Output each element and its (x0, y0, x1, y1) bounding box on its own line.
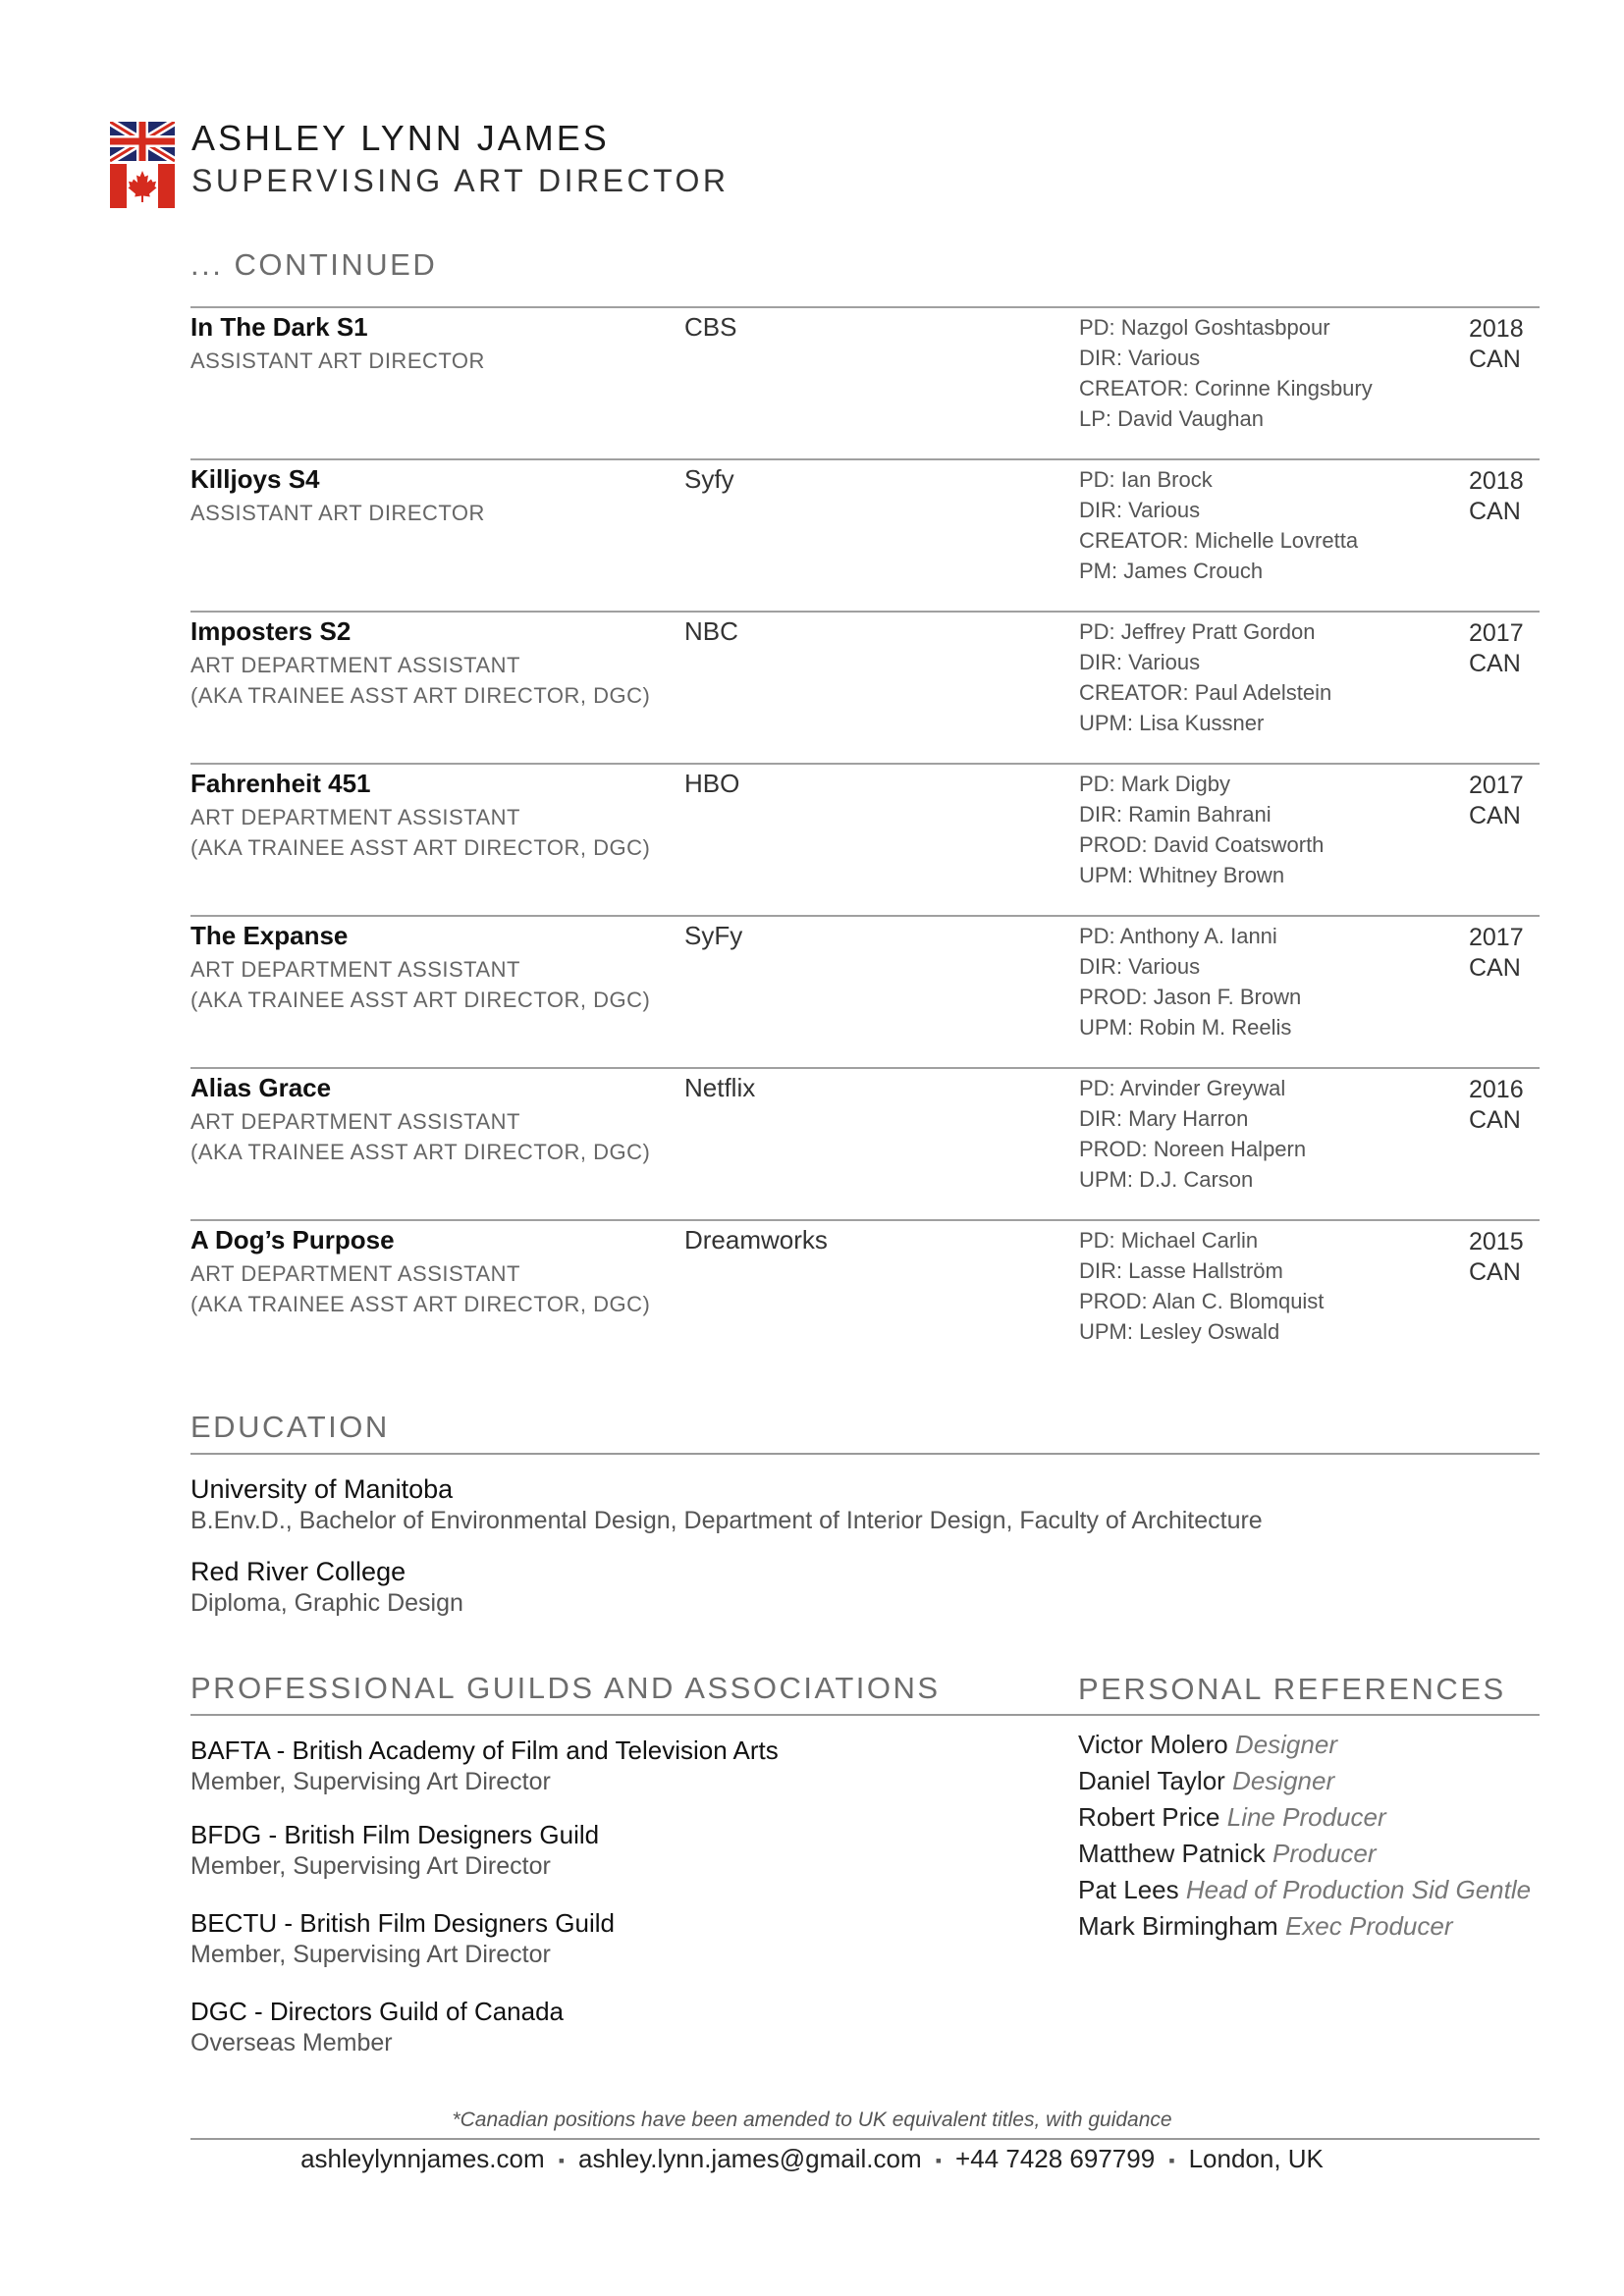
references-heading: PERSONAL REFERENCES (1078, 1672, 1506, 1706)
crew-line: CREATOR: Paul Adelstein (1079, 680, 1332, 705)
crew-list (1079, 464, 1358, 586)
reference-item (1078, 1872, 1531, 1908)
canada-flag-icon (110, 164, 175, 208)
crew-line: UPM: Lesley Oswald (1079, 1319, 1280, 1344)
production-title: Fahrenheit 451 (190, 769, 371, 798)
credit-year: 2015 (1469, 1228, 1524, 1255)
reference-role: Producer (1272, 1839, 1377, 1868)
education-item (190, 1557, 463, 1618)
crew-line: PROD: Alan C. Blomquist (1079, 1289, 1325, 1313)
role-line: ART DEPARTMENT ASSISTANT (190, 805, 520, 829)
role-line: (AKA TRAINEE ASST ART DIRECTOR, DGC) (190, 835, 651, 860)
education-item (190, 1474, 1263, 1535)
guild-membership: Overseas Member (190, 2029, 393, 2056)
credit-role (190, 802, 650, 863)
crew-line: LP: David Vaughan (1079, 406, 1264, 431)
role-line: ART DEPARTMENT ASSISTANT (190, 1261, 520, 1286)
year-country (1469, 466, 1524, 527)
reference-name: Daniel Taylor (1078, 1766, 1225, 1795)
credit-country: CAN (1469, 1106, 1521, 1134)
guilds-heading: PROFESSIONAL GUILDS AND ASSOCIATIONS (190, 1671, 941, 1705)
credit-year: 2017 (1469, 772, 1524, 799)
guild-name: BAFTA - British Academy of Film and Television Arts (190, 1735, 779, 1765)
reference-role: Line Producer (1226, 1802, 1386, 1832)
crew-line: DIR: Lasse Hallström (1079, 1258, 1283, 1283)
degree-description: B.Env.D., Bachelor of Environmental Design, Department of Interior Design, Faculty of Architecture (190, 1507, 1263, 1534)
production-title: Alias Grace (190, 1073, 332, 1102)
role-line: (AKA TRAINEE ASST ART DIRECTOR, DGC) (190, 1292, 651, 1316)
crew-line: DIR: Various (1079, 650, 1201, 674)
credit-row (190, 458, 1540, 611)
credit-year: 2018 (1469, 315, 1524, 343)
crew-line: PROD: Noreen Halpern (1079, 1137, 1307, 1161)
crew-list (1079, 1073, 1306, 1195)
credit-year: 2016 (1469, 1076, 1524, 1103)
separator-icon: ▪ (1168, 2150, 1175, 2170)
reference-item (1078, 1908, 1531, 1945)
reference-item (1078, 1763, 1531, 1799)
reference-name: Mark Birmingham (1078, 1911, 1278, 1941)
credit-row (190, 1219, 1540, 1371)
separator-icon: ▪ (558, 2150, 566, 2170)
crew-line: UPM: D.J. Carson (1079, 1167, 1254, 1192)
network-name: CBS (684, 312, 737, 342)
year-country (1469, 314, 1524, 375)
guild-membership: Member, Supervising Art Director (190, 1852, 551, 1880)
production-title: The Expanse (190, 921, 349, 950)
network-name: NBC (684, 616, 738, 646)
credit-row (190, 611, 1540, 763)
crew-line: UPM: Robin M. Reelis (1079, 1015, 1292, 1040)
references-list (1078, 1727, 1531, 1945)
credit-role (190, 346, 485, 376)
school-name: Red River College (190, 1557, 406, 1586)
crew-list (1079, 921, 1301, 1042)
crew-line: DIR: Various (1079, 954, 1201, 979)
reference-name: Pat Lees (1078, 1875, 1179, 1904)
reference-item (1078, 1836, 1531, 1872)
credit-role (190, 954, 650, 1015)
guild-name: DGC - Directors Guild of Canada (190, 1997, 565, 2026)
role-line: (AKA TRAINEE ASST ART DIRECTOR, DGC) (190, 988, 651, 1012)
year-country (1469, 771, 1524, 831)
guild-item (190, 1997, 564, 2057)
year-country (1469, 1075, 1524, 1136)
person-name: ASHLEY LYNN JAMES (191, 118, 610, 158)
network-name: Syfy (684, 464, 734, 494)
reference-role: Designer (1234, 1730, 1337, 1759)
footnote: *Canadian positions have been amended to UK equivalent titles, with guidance (452, 2109, 1172, 2131)
crew-list (1079, 769, 1324, 890)
credit-country: CAN (1469, 802, 1521, 829)
role-line: ART DEPARTMENT ASSISTANT (190, 653, 520, 677)
union-jack-flag-icon (110, 122, 175, 161)
degree-description: Diploma, Graphic Design (190, 1589, 463, 1617)
credit-row (190, 915, 1540, 1067)
network-name: Dreamworks (684, 1225, 828, 1255)
reference-item (1078, 1727, 1531, 1763)
role-line: ART DEPARTMENT ASSISTANT (190, 957, 520, 982)
footer-divider (190, 2138, 1540, 2140)
credit-year: 2017 (1469, 924, 1524, 951)
guild-item (190, 1820, 599, 1881)
credit-country: CAN (1469, 498, 1521, 525)
year-country (1469, 923, 1524, 984)
continued-heading: ... CONTINUED (190, 247, 438, 282)
crew-line: UPM: Lisa Kussner (1079, 711, 1265, 735)
crew-line: PM: James Crouch (1079, 559, 1264, 583)
year-country (1469, 1227, 1524, 1288)
crew-list (1079, 616, 1331, 738)
credit-country: CAN (1469, 954, 1521, 982)
credit-role (190, 498, 485, 528)
crew-line: DIR: Mary Harron (1079, 1106, 1249, 1131)
crew-list (1079, 1225, 1324, 1347)
crew-line: PD: Nazgol Goshtasbpour (1079, 315, 1330, 340)
school-name: University of Manitoba (190, 1474, 454, 1504)
crew-line: DIR: Ramin Bahrani (1079, 802, 1272, 827)
credit-country: CAN (1469, 1258, 1521, 1286)
network-name: Netflix (684, 1073, 756, 1102)
guild-membership: Member, Supervising Art Director (190, 1941, 551, 1968)
network-name: SyFy (684, 921, 743, 950)
reference-name: Matthew Patnick (1078, 1839, 1266, 1868)
credit-row (190, 763, 1540, 915)
guild-name: BFDG - British Film Designers Guild (190, 1820, 600, 1849)
crew-line: CREATOR: Michelle Lovretta (1079, 528, 1359, 553)
credit-role (190, 1106, 650, 1167)
network-name: HBO (684, 769, 740, 798)
crew-line: PD: Ian Brock (1079, 467, 1213, 492)
role-line: ASSISTANT ART DIRECTOR (190, 501, 485, 525)
education-heading: EDUCATION (190, 1410, 390, 1444)
guild-item (190, 1735, 779, 1796)
crew-line: PD: Michael Carlin (1079, 1228, 1259, 1253)
credit-year: 2017 (1469, 619, 1524, 647)
credit-row (190, 306, 1540, 458)
production-title: In The Dark S1 (190, 312, 368, 342)
crew-line: CREATOR: Corinne Kingsbury (1079, 376, 1373, 400)
credit-role (190, 1258, 650, 1319)
credit-year: 2018 (1469, 467, 1524, 495)
crew-list (1079, 312, 1373, 434)
contact-footer (0, 2144, 1624, 2174)
separator-icon: ▪ (935, 2150, 943, 2170)
crew-line: PROD: Jason F. Brown (1079, 985, 1302, 1009)
role-line: (AKA TRAINEE ASST ART DIRECTOR, DGC) (190, 683, 651, 708)
year-country (1469, 618, 1524, 679)
crew-line: PD: Anthony A. Ianni (1079, 924, 1277, 948)
guild-item (190, 1908, 615, 1969)
crew-line: PD: Mark Digby (1079, 772, 1231, 796)
reference-role: Head of Production Sid Gentle (1185, 1875, 1532, 1904)
flags-group (110, 122, 175, 208)
role-line: ASSISTANT ART DIRECTOR (190, 348, 485, 373)
website-link[interactable]: ashleylynnjames.com (300, 2144, 545, 2173)
reference-name: Victor Molero (1078, 1730, 1228, 1759)
production-title: Killjoys S4 (190, 464, 320, 494)
credit-role (190, 650, 650, 711)
production-title: A Dog’s Purpose (190, 1225, 395, 1255)
credit-row (190, 1067, 1540, 1219)
crew-line: DIR: Various (1079, 498, 1201, 522)
email-link[interactable]: ashley.lynn.james@gmail.com (578, 2144, 922, 2173)
crew-line: PD: Jeffrey Pratt Gordon (1079, 619, 1316, 644)
crew-line: PROD: David Coatsworth (1079, 832, 1325, 857)
production-title: Imposters S2 (190, 616, 352, 646)
crew-line: UPM: Whitney Brown (1079, 863, 1285, 887)
reference-role: Exec Producer (1284, 1911, 1453, 1941)
credit-country: CAN (1469, 650, 1521, 677)
location: London, UK (1188, 2144, 1324, 2173)
guild-membership: Member, Supervising Art Director (190, 1768, 551, 1795)
job-title: SUPERVISING ART DIRECTOR (191, 163, 730, 198)
credit-country: CAN (1469, 346, 1521, 373)
phone-number: +44 7428 697799 (955, 2144, 1156, 2173)
reference-item (1078, 1799, 1531, 1836)
education-divider (190, 1453, 1540, 1455)
guild-name: BECTU - British Film Designers Guild (190, 1908, 615, 1938)
guilds-references-divider (190, 1714, 1540, 1716)
crew-line: PD: Arvinder Greywal (1079, 1076, 1286, 1100)
credits-table (190, 306, 1540, 1371)
role-line: ART DEPARTMENT ASSISTANT (190, 1109, 520, 1134)
crew-line: DIR: Various (1079, 346, 1201, 370)
reference-role: Designer (1232, 1766, 1335, 1795)
reference-name: Robert Price (1078, 1802, 1220, 1832)
role-line: (AKA TRAINEE ASST ART DIRECTOR, DGC) (190, 1140, 651, 1164)
